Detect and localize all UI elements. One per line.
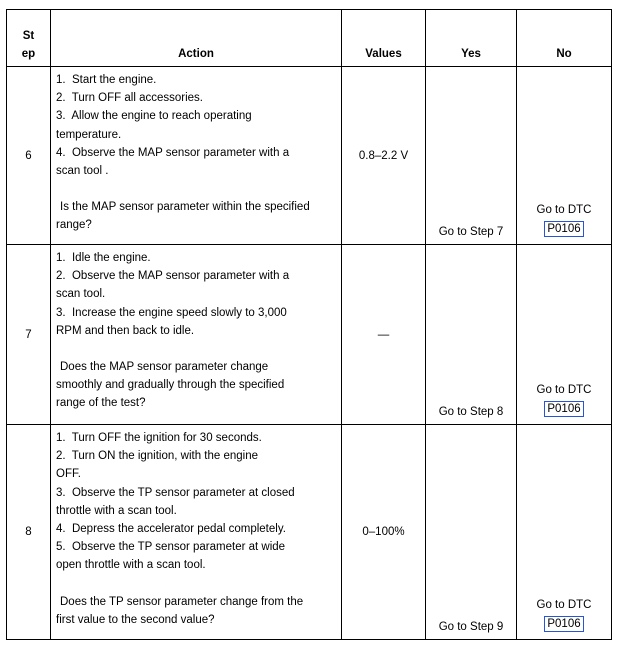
action-line: 1. Start the engine. bbox=[56, 74, 157, 86]
header-values: Values bbox=[342, 10, 426, 67]
action-line: 3. Increase the engine speed slowly to 3,000 bbox=[56, 306, 287, 319]
action-line: 1. Turn OFF the ignition for 30 seconds. bbox=[56, 432, 262, 444]
step-number: 6 bbox=[7, 67, 51, 245]
action-line: 5. Observe the TP sensor parameter at wide bbox=[56, 541, 286, 554]
action-line: scan tool. bbox=[56, 288, 106, 301]
question-line: Does the TP sensor parameter change from the bbox=[60, 595, 304, 608]
action-line: 3. Allow the engine to reach operating bbox=[56, 110, 252, 123]
value-cell: — bbox=[342, 245, 426, 425]
no-cell bbox=[517, 245, 612, 425]
question-line: Is the MAP sensor parameter within the specified bbox=[60, 201, 310, 214]
table-row bbox=[7, 245, 612, 425]
header-step bbox=[7, 10, 51, 67]
action-line: OFF. bbox=[56, 468, 81, 481]
no-cell bbox=[517, 425, 612, 640]
table-row bbox=[7, 67, 612, 245]
no-prefix: Go to DTC bbox=[536, 599, 592, 611]
question-line: first value to the second value? bbox=[56, 613, 215, 626]
step-number: 7 bbox=[7, 245, 51, 425]
yes-cell: Go to Step 8 bbox=[426, 245, 517, 425]
action-line: 3. Observe the TP sensor parameter at closed bbox=[56, 486, 295, 499]
question-line: range of the test? bbox=[56, 397, 146, 410]
action-line: throttle with a scan tool. bbox=[56, 504, 177, 517]
no-prefix: Go to DTC bbox=[536, 204, 592, 216]
step-number: 8 bbox=[7, 425, 51, 640]
yes-cell: Go to Step 9 bbox=[426, 425, 517, 640]
action-line: 2. Turn OFF all accessories. bbox=[56, 92, 203, 105]
action-line: 4. Depress the accelerator pedal completely. bbox=[56, 523, 286, 536]
question-line: Does the MAP sensor parameter change bbox=[60, 361, 269, 374]
action-line: scan tool . bbox=[56, 165, 109, 178]
header-step-line1: St bbox=[22, 30, 35, 42]
action-line: 2. Turn ON the ignition, with the engine bbox=[56, 450, 259, 463]
action-cell bbox=[51, 245, 342, 425]
header-action: Action bbox=[51, 10, 342, 67]
question-line: smoothly and gradually through the specified bbox=[56, 379, 285, 392]
header-no: No bbox=[517, 10, 612, 67]
diagnostic-table bbox=[6, 9, 612, 640]
no-cell bbox=[517, 67, 612, 245]
header-row bbox=[7, 10, 612, 67]
action-line: open throttle with a scan tool. bbox=[56, 559, 206, 572]
action-line: temperature. bbox=[56, 128, 122, 141]
question-line: range? bbox=[56, 219, 92, 232]
dtc-link[interactable]: P0106 bbox=[544, 221, 583, 237]
header-step-line2: ep bbox=[21, 48, 36, 60]
dtc-link[interactable]: P0106 bbox=[544, 616, 583, 632]
value-cell: 0–100% bbox=[342, 425, 426, 640]
table-row bbox=[7, 425, 612, 640]
no-prefix: Go to DTC bbox=[536, 384, 592, 396]
action-cell bbox=[51, 67, 342, 245]
action-line: 1. Idle the engine. bbox=[56, 252, 151, 264]
value-cell: 0.8–2.2 V bbox=[342, 67, 426, 245]
action-line: 4. Observe the MAP sensor parameter with a bbox=[56, 146, 290, 159]
dtc-link[interactable]: P0106 bbox=[544, 401, 583, 417]
action-cell bbox=[51, 425, 342, 640]
header-yes: Yes bbox=[426, 10, 517, 67]
yes-cell: Go to Step 7 bbox=[426, 67, 517, 245]
action-line: RPM and then back to idle. bbox=[56, 324, 195, 337]
action-line: 2. Observe the MAP sensor parameter with a bbox=[56, 270, 290, 283]
